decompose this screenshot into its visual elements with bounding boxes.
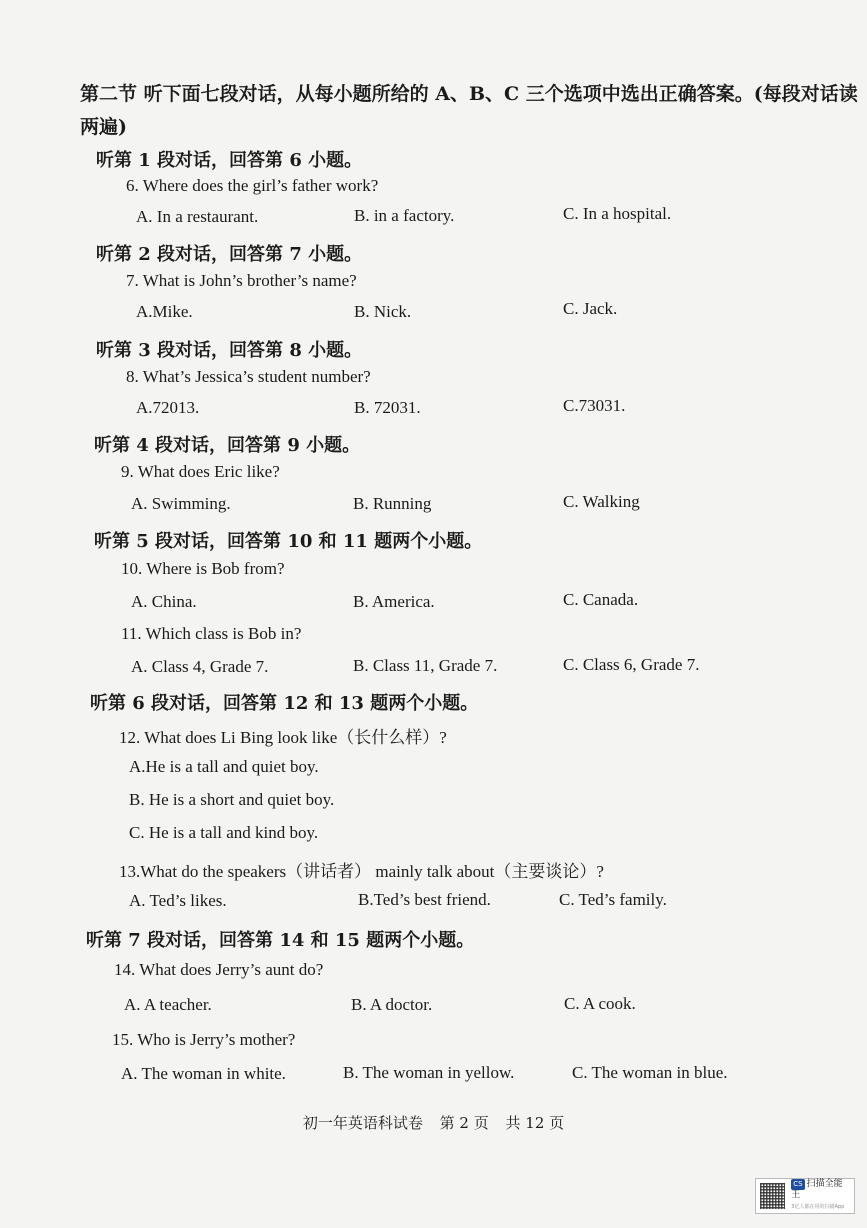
qr-code-icon xyxy=(760,1183,785,1209)
q6-option-a: A. In a restaurant. xyxy=(136,207,259,226)
q6-option-c: C. In a hospital. xyxy=(563,204,672,223)
question-8: 8. What’s Jessica’s student number? xyxy=(126,367,371,386)
q11-option-a: A. Class 4, Grade 7. xyxy=(131,657,269,676)
scanner-watermark xyxy=(755,1178,855,1214)
footer-page-number: 第 2 页 xyxy=(439,1114,489,1132)
section-heading: 第二节 听下面七段对话，从每小题所给的 A、B、C 三个选项中选出正确答案。(每段对话读两遍) xyxy=(80,83,858,138)
question-15: 15. Who is Jerry’s mother? xyxy=(112,1030,296,1049)
q7-option-a: A.Mike. xyxy=(136,302,193,321)
q7-option-b: B. Nick. xyxy=(354,302,412,321)
q11-option-c: C. Class 6, Grade 7. xyxy=(563,655,700,674)
q14-option-a: A. A teacher. xyxy=(124,995,212,1014)
question-13: 13.What do the speakers（讲话者） mainly talk about（主要谈论）? xyxy=(119,862,604,881)
question-6: 6. Where does the girl’s father work? xyxy=(126,176,379,195)
q15-option-b: B. The woman in yellow. xyxy=(343,1063,515,1082)
watermark-label: 扫描全能王 xyxy=(791,1179,843,1200)
dialog-5-instruction: 听第 5 段对话，回答第 10 和 11 题两个小题。 xyxy=(94,531,483,552)
dialog-1-instruction: 听第 1 段对话，回答第 6 小题。 xyxy=(96,150,363,171)
q8-option-a: A.72013. xyxy=(136,398,200,417)
q15-option-c: C. The woman in blue. xyxy=(572,1063,728,1082)
q9-option-b: B. Running xyxy=(353,494,432,513)
q8-option-c: C.73031. xyxy=(563,396,626,415)
dialog-4-instruction: 听第 4 段对话，回答第 9 小题。 xyxy=(94,435,361,456)
question-7: 7. What is John’s brother’s name? xyxy=(126,271,357,290)
q13-option-b: B.Ted’s best friend. xyxy=(358,890,491,909)
q10-option-a: A. China. xyxy=(131,592,197,611)
footer-title: 初一年英语科试卷 xyxy=(302,1114,423,1132)
dialog-6-instruction: 听第 6 段对话，回答第 12 和 13 题两个小题。 xyxy=(90,693,479,714)
dialog-2-instruction: 听第 2 段对话，回答第 7 小题。 xyxy=(96,244,363,265)
question-9: 9. What does Eric like? xyxy=(121,462,280,481)
q12-option-b: B. He is a short and quiet boy. xyxy=(129,790,335,809)
q7-option-c: C. Jack. xyxy=(563,299,618,318)
dialog-7-instruction: 听第 7 段对话，回答第 14 和 15 题两个小题。 xyxy=(86,930,475,951)
q13-option-a: A. Ted’s likes. xyxy=(129,891,227,910)
footer-total-pages: 共 12 页 xyxy=(505,1114,565,1132)
question-12: 12. What does Li Bing look like（长什么样）? xyxy=(119,728,447,747)
q14-option-c: C. A cook. xyxy=(564,994,636,1013)
q10-option-c: C. Canada. xyxy=(563,590,639,609)
q14-option-b: B. A doctor. xyxy=(351,995,433,1014)
q8-option-b: B. 72031. xyxy=(354,398,421,417)
question-14: 14. What does Jerry’s aunt do? xyxy=(114,960,324,979)
q6-option-b: B. in a factory. xyxy=(354,206,455,225)
camscanner-logo-icon: CS xyxy=(793,1180,803,1188)
q11-option-b: B. Class 11, Grade 7. xyxy=(353,656,498,675)
q12-option-c: C. He is a tall and kind boy. xyxy=(129,823,319,842)
q9-option-c: C. Walking xyxy=(563,492,640,511)
question-11: 11. Which class is Bob in? xyxy=(121,624,302,643)
q9-option-a: A. Swimming. xyxy=(131,494,231,513)
q12-option-a: A.He is a tall and quiet boy. xyxy=(129,757,319,776)
watermark-text xyxy=(791,1179,850,1213)
question-10: 10. Where is Bob from? xyxy=(121,559,285,578)
q15-option-a: A. The woman in white. xyxy=(121,1064,286,1083)
watermark-subtext: 3亿人都在用的扫描App xyxy=(791,1204,845,1210)
q13-option-c: C. Ted’s family. xyxy=(559,890,667,909)
q10-option-b: B. America. xyxy=(353,592,435,611)
dialog-3-instruction: 听第 3 段对话，回答第 8 小题。 xyxy=(96,340,363,361)
page-footer xyxy=(0,1112,867,1133)
